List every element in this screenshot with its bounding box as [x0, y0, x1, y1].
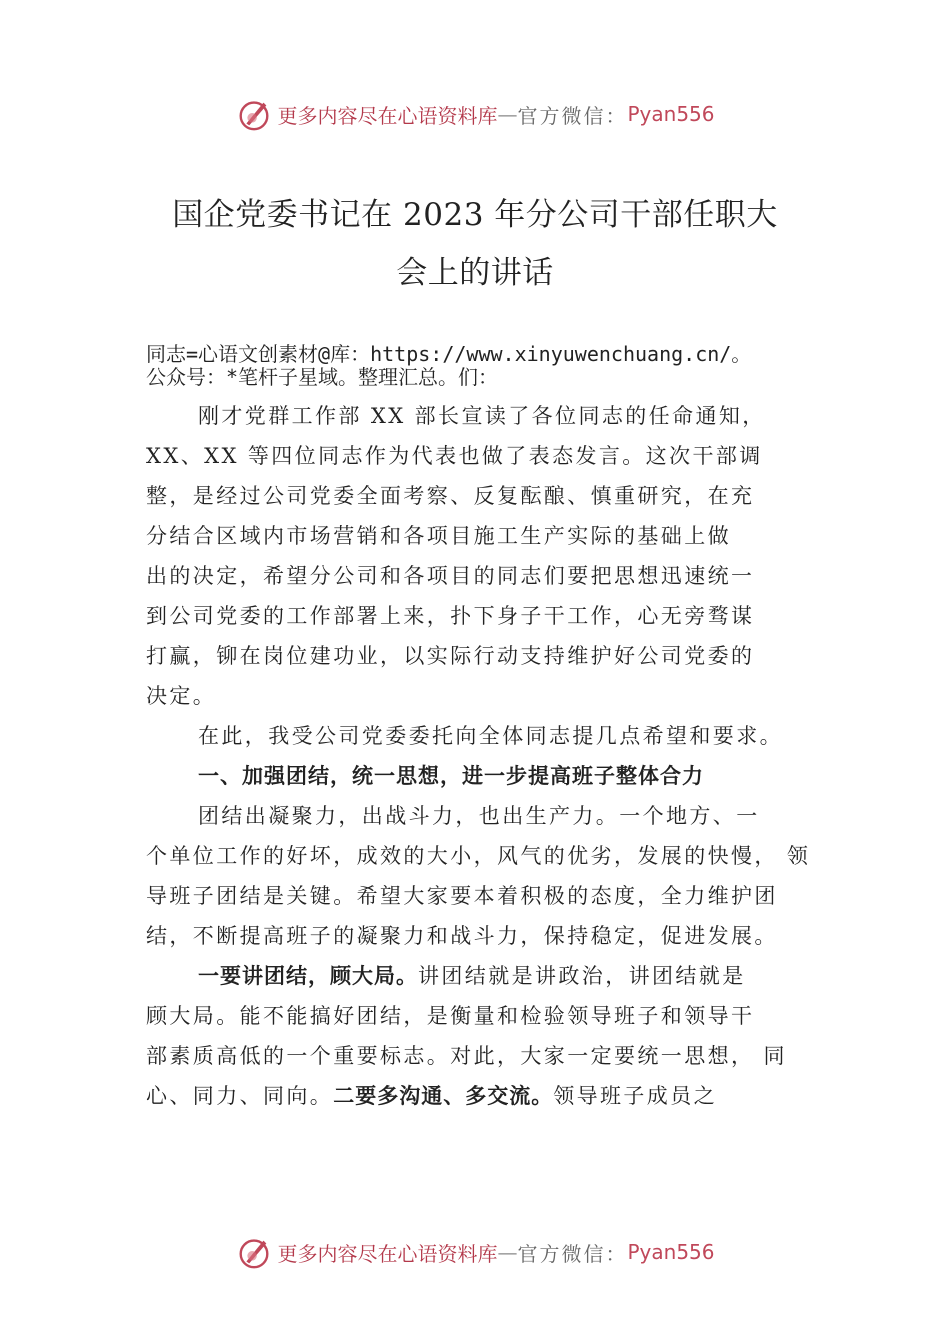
- paragraph-line: 出的决定，希望分公司和各项目的同志们要把思想迅速统一: [146, 564, 755, 588]
- watermark-banner-bottom: [0, 1232, 950, 1272]
- paragraph-line: XX、XX 等四位同志作为代表也做了表态发言。这次干部调: [146, 444, 763, 468]
- watermark-dash: —: [497, 102, 518, 126]
- paragraph-text: 心、同力、同向。: [146, 1084, 334, 1108]
- title-line-2: 会上的讲话: [396, 255, 554, 291]
- quill-logo-icon: [235, 1233, 273, 1271]
- paragraph-line: 到公司党委的工作部署上来，扑下身子干工作，心无旁骛谋: [146, 604, 755, 628]
- watermark-banner-top: [0, 94, 950, 134]
- watermark-wechat-id: Pyan556: [627, 102, 715, 126]
- section-heading-1: 一、加强团结，统一思想，进一步提高班子整体合力: [198, 764, 704, 788]
- quill-logo-icon: [235, 95, 273, 133]
- paragraph-line: 决定。: [146, 684, 217, 708]
- watermark-prefix: 更多内容尽在心语资料库: [277, 1241, 498, 1266]
- watermark-dash: —: [497, 1240, 518, 1264]
- watermark-wechat-id: Pyan556: [627, 1240, 715, 1264]
- paragraph-line: 团结出凝聚力，出战斗力，也出生产力。一个地方、一: [198, 804, 760, 828]
- bold-point-1: 一要讲团结，顾大局。: [198, 964, 418, 988]
- title-line-1: 国企党委书记在 2023 年分公司干部任职大: [172, 197, 778, 233]
- paragraph-line: 导班子团结是关键。希望大家要本着积极的态度，全力维护团: [146, 884, 778, 908]
- watermark-prefix: 更多内容尽在心语资料库: [277, 103, 498, 128]
- paragraph-line: 刚才党群工作部 XX 部长宣读了各位同志的任命通知，: [198, 404, 766, 428]
- paragraph-line: 整，是经过公司党委全面考察、反复酝酿、慎重研究，在充: [146, 484, 755, 508]
- watermark-wechat-label: 官方微信：: [517, 1241, 628, 1266]
- document-title: [100, 186, 850, 302]
- paragraph-line: 顾大局。能不能搞好团结，是衡量和检验领导班子和领导干: [146, 1004, 755, 1028]
- watermark-wechat-label: 官方微信：: [517, 103, 628, 128]
- paragraph-line: 结，不断提高班子的凝聚力和战斗力，保持稳定，促进发展。: [146, 924, 778, 948]
- paragraph-line: [146, 1076, 832, 1116]
- paragraph-line: 在此，我受公司党委委托向全体同志提几点希望和要求。: [198, 724, 783, 748]
- paragraph-text: 领导班子成员之: [553, 1084, 718, 1108]
- document-body: [146, 343, 832, 1116]
- source-line-1: 同志=心语文创素材@库：https://www.xinyuwenchuang.cn/。: [146, 342, 752, 366]
- paragraph-line: 打赢，铆在岗位建功业，以实际行动支持维护好公司党委的: [146, 644, 755, 668]
- paragraph-line: 部素质高低的一个重要标志。对此，大家一定要统一思想， 同: [146, 1044, 787, 1068]
- paragraph-text: 讲团结就是讲政治，讲团结就是: [418, 964, 746, 988]
- paragraph-line: [146, 956, 832, 996]
- paragraph-line: 个单位工作的好坏，成效的大小，风气的优劣，发展的快慢， 领: [146, 844, 811, 868]
- paragraph-line: 分结合区域内市场营销和各项目施工生产实际的基础上做: [146, 524, 731, 548]
- bold-point-2: 二要多沟通、多交流。: [333, 1084, 554, 1108]
- source-line-2: 公众号：*笔杆子星域。整理汇总。们：: [146, 365, 499, 389]
